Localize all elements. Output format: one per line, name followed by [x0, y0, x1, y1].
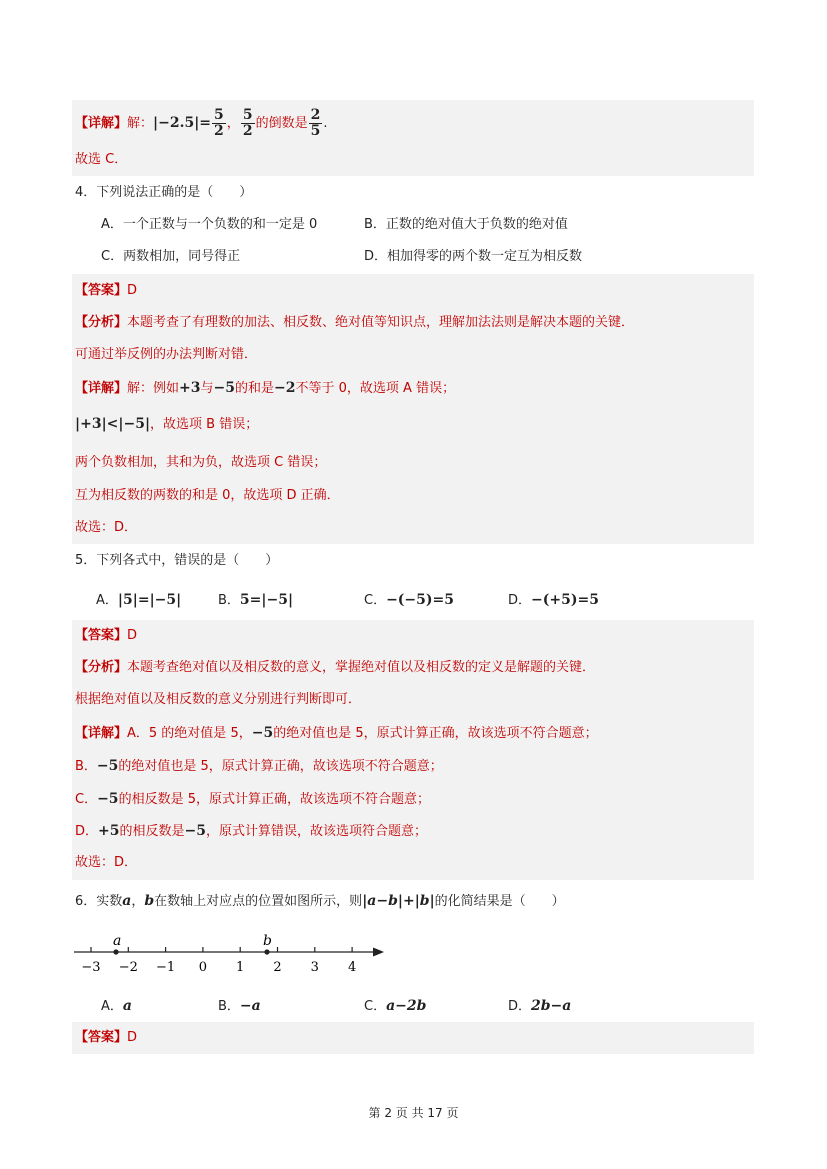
- arrow-icon: [373, 948, 384, 957]
- q5-answer: 【答案】D: [75, 628, 138, 643]
- q6-option-c: C．a−2b: [364, 998, 427, 1014]
- q5-stem: 5．下列各式中，错误的是（ ）: [75, 553, 279, 568]
- page-footer: 第 2 页 共 17 页: [368, 1106, 459, 1120]
- q4-analysis: 【分析】本题考查了有理数的加法、相反数、绝对值等知识点，理解加法法则是解决本题的关键．: [75, 315, 635, 330]
- axis-tick-label: −1: [156, 960, 176, 975]
- q4-option-a: A．一个正数与一个负数的和一定是 0: [101, 217, 318, 232]
- q4-choose: 故选：D．: [75, 520, 138, 535]
- q5-option-a: A．|5|=|−5|: [96, 592, 182, 608]
- q3-choose: 故选 C．: [75, 152, 128, 167]
- axis-tick-label: 3: [310, 960, 319, 975]
- q4-analysis-2: 可通过举反例的办法判断对错．: [75, 347, 258, 362]
- q5-detail-1: 【详解】A．5 的绝对值是 5，−5的绝对值也是 5，原式计算正确，故该选项不符合题意；: [75, 725, 598, 741]
- fraction: $\frac{5}{2}$: [242, 107, 253, 139]
- q4-detail-3: 两个负数相加，其和为负，故选项 C 错误；: [75, 455, 327, 470]
- q4-option-b: B．正数的绝对值大于负数的绝对值: [364, 217, 568, 232]
- number-line-figure: [70, 928, 400, 978]
- point-a: [113, 949, 118, 954]
- q4-option-d: D．相加得零的两个数一定互为相反数: [364, 249, 583, 264]
- q6-option-a: A．a: [101, 998, 132, 1014]
- q5-analysis: 【分析】本题考查绝对值以及相反数的意义，掌握绝对值以及相反数的定义是解题的关键．: [75, 660, 596, 675]
- q4-detail-2: |+3|<|−5|，故选项 B 错误；: [75, 416, 259, 432]
- q4-detail-4: 互为相反数的两数的和是 0，故选项 D 正确．: [75, 488, 340, 503]
- q6-option-b: B．−a: [218, 998, 261, 1014]
- q5-detail-3: C．−5的相反数是 5，原式计算正确，故该选项不符合题意；: [75, 791, 430, 807]
- point-b: [264, 949, 269, 954]
- axis-tick-label: 2: [273, 960, 282, 975]
- fraction: $\frac{5}{2}$: [214, 107, 224, 139]
- q6-solution-block: [72, 1022, 754, 1054]
- axis-tick-label: 0: [198, 960, 208, 975]
- q5-detail-4: D．+5的相反数是−5，原式计算错误，故该选项符合题意；: [75, 823, 428, 839]
- axis-tick-label: −2: [118, 960, 138, 975]
- q3-detail-line: 【详解】解：|−2.5|= $\frac{5}{2}$ ， $\frac{5}{2}$ 的倒数是 $\frac{2}{5}$ .: [75, 107, 328, 139]
- q4-detail-1: 【详解】解：例如+3与−5的和是−2不等于 0，故选项 A 错误；: [75, 380, 456, 396]
- axis-tick-label: 1: [236, 960, 245, 975]
- q5-choose: 故选：D．: [75, 855, 138, 870]
- axis-tick-label: 4: [347, 960, 357, 975]
- q4-answer: 【答案】D: [75, 283, 138, 298]
- q6-answer: 【答案】D: [75, 1030, 138, 1045]
- axis-tick-label: −3: [81, 960, 101, 975]
- q6-stem: 6．实数a，b在数轴上对应点的位置如图所示，则|a−b|+|b|的化简结果是（ ）: [75, 893, 565, 909]
- q5-analysis-2: 根据绝对值以及相反数的意义分别进行判断即可．: [75, 692, 362, 707]
- q4-option-c: C．两数相加，同号得正: [101, 249, 241, 264]
- q5-detail-2: B．−5的绝对值也是 5，原式计算正确，故该选项不符合题意；: [75, 758, 443, 774]
- point-b-label: b: [263, 933, 272, 949]
- q4-stem: 4．下列说法正确的是（ ）: [75, 185, 253, 200]
- q5-option-c: C．−(−5)=5: [364, 592, 454, 608]
- point-a-label: a: [113, 933, 122, 949]
- q5-option-d: D．−(+5)=5: [508, 592, 599, 608]
- q6-option-d: D．2b−a: [508, 998, 572, 1014]
- fraction: $\frac{2}{5}$: [310, 107, 321, 139]
- q5-option-b: B．5=|−5|: [218, 592, 294, 608]
